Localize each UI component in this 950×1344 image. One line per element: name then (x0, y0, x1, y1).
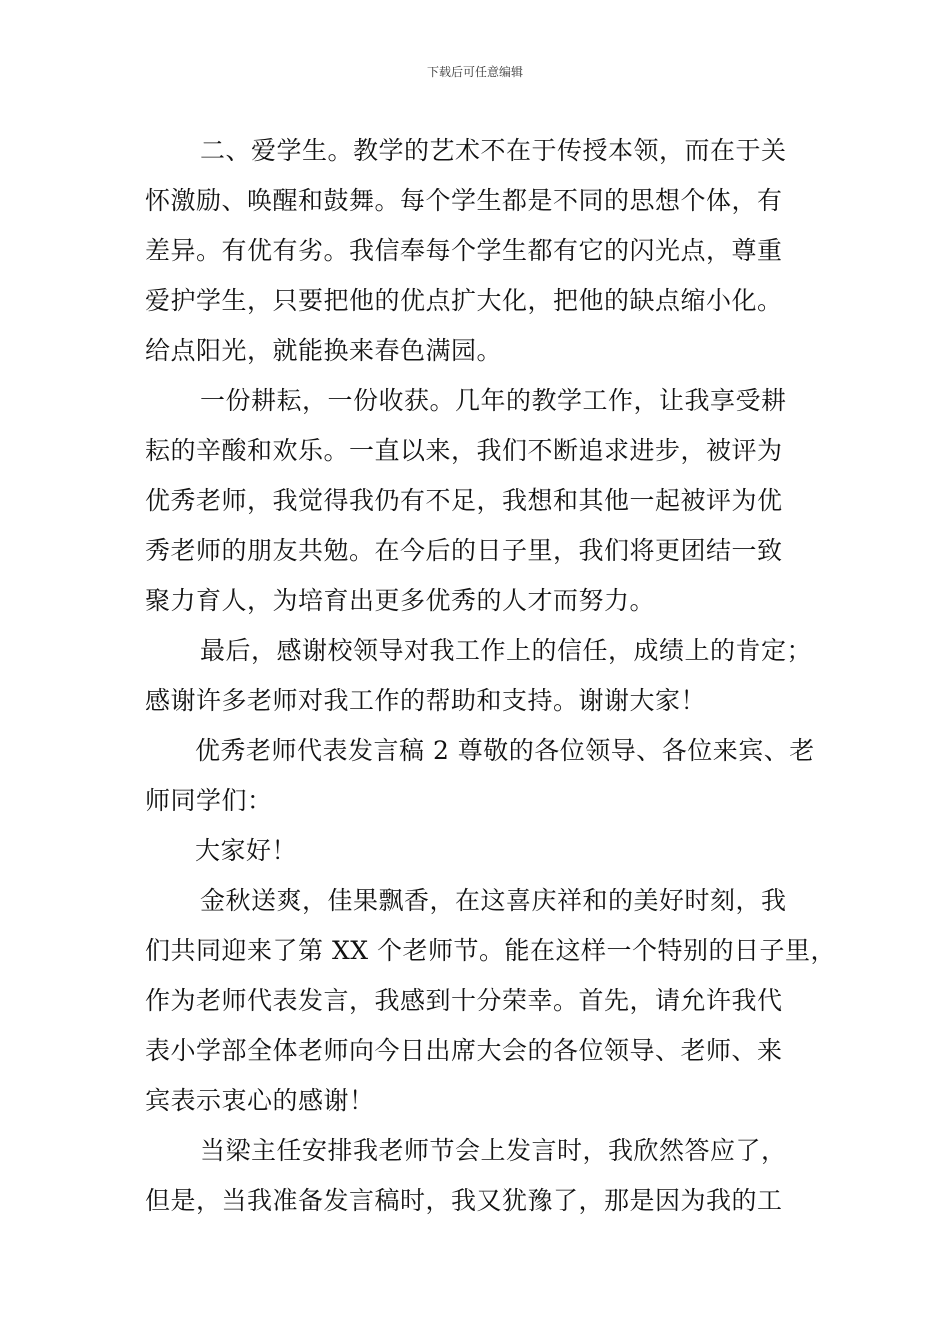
document-body (145, 126, 836, 1226)
text-line: 给点阳光，就能换来春色满园。 (145, 336, 503, 365)
text-line: 感谢许多老师对我工作的帮助和支持。谢谢大家！ (145, 686, 707, 715)
text-line: 当梁主任安排我老师节会上发言时，我欣然答应了， (200, 1136, 787, 1165)
text-line: 优秀老师，我觉得我仍有不足，我想和其他一起被评为优 (145, 486, 783, 515)
text-line: 但是，当我准备发言稿时，我又犹豫了，那是因为我的工 (145, 1186, 783, 1215)
text-line: 师同学们： (145, 786, 273, 815)
text-line: 作为老师代表发言，我感到十分荣幸。首先，请允许我代 (145, 986, 783, 1015)
text-line: 耘的辛酸和欢乐。一直以来，我们不断追求进步，被评为 (145, 436, 783, 465)
text-line: 们共同迎来了第 XX 个老师节。能在这样一个特别的日子里， (145, 936, 836, 965)
text-line: 二、爱学生。教学的艺术不在于传授本领，而在于关 (200, 136, 787, 165)
text-line: 最后，感谢校领导对我工作上的信任，成绩上的肯定； (200, 636, 813, 665)
text-line: 爱护学生，只要把他的优点扩大化，把他的缺点缩小化。 (145, 286, 783, 315)
text-line: 秀老师的朋友共勉。在今后的日子里，我们将更团结一致 (145, 536, 783, 565)
page-header: 下载后可任意编辑 (426, 65, 523, 79)
text-line: 怀激励、唤醒和鼓舞。每个学生都是不同的思想个体，有 (145, 186, 783, 215)
text-line: 差异。有优有劣。我信奉每个学生都有它的闪光点，尊重 (145, 236, 783, 265)
text-line: 金秋送爽，佳果飘香，在这喜庆祥和的美好时刻，我 (200, 886, 787, 915)
text-line: 大家好！ (195, 836, 298, 865)
text-line: 优秀老师代表发言稿 2 尊敬的各位领导、各位来宾、老 (195, 736, 815, 765)
text-line: 聚力育人，为培育出更多优秀的人才而努力。 (145, 586, 656, 615)
text-line: 一份耕耘，一份收获。几年的教学工作，让我享受耕 (200, 386, 787, 415)
text-line: 宾表示衷心的感谢！ (145, 1086, 375, 1115)
text-line: 表小学部全体老师向今日出席大会的各位领导、老师、来 (145, 1036, 783, 1065)
